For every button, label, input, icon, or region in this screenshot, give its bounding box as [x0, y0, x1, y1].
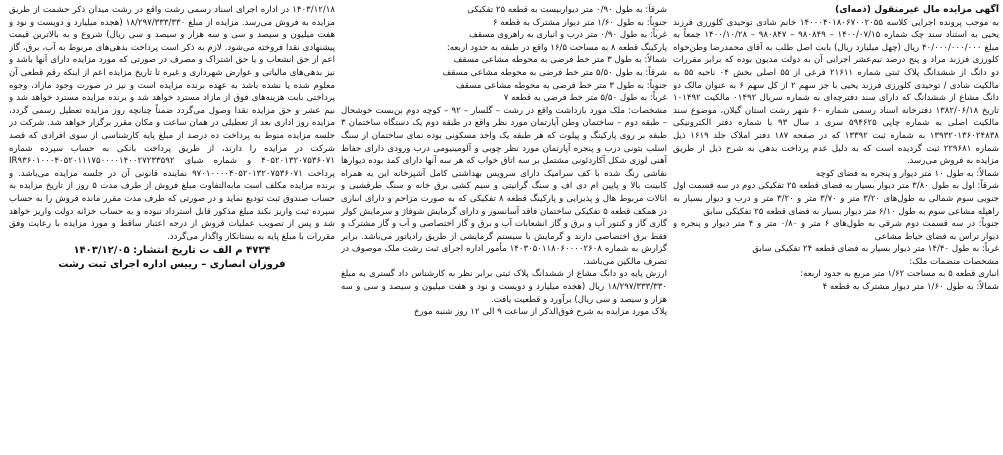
paragraph: شمالاً: به طول ۱۰ متر دیوار و پنجره به فضای کوچه: [815, 168, 999, 179]
notice-footer: [9, 244, 335, 272]
paragraph: غرباً: به طول ۱۴/۴۰ متر دیوار بسیار به فضای قطعه ۲۴ تفکیکی سابق: [752, 244, 999, 255]
column-1: [673, 4, 999, 447]
paragraph: شرقاً: به طول ۵/۵۰ متر خط فرضی به محوطه مشاعی مسقف: [442, 67, 667, 78]
paragraph: پلاک مورد مزایده به شرح فوق‌الذکر از ساعت ۹ الی ۱۲ روز شنبه مورخ: [413, 307, 667, 318]
paragraph: جنوباً: به طول ۳ متر خط فرضی به محوطه مشاعی مسقف: [455, 80, 667, 91]
auction-notice: [4, 4, 999, 447]
paragraph: غرباً: به طول ۵/۵۰ متر خط فرضی به قطعه ۷: [503, 93, 667, 104]
paragraph: ارزش پایه دو دانگ مشاع از ششدانگ پلاک ثبتی برابر نظر به کارشناس داد گستری به مبلغ ۱۸/۲۹۷/۳۳۳/۳۳۰ ریال (هجده میلیارد و دویست و نود و هفت میلیون و سیصد و سی و سه هزار و سیصد و سی ریال) برآورد و قطعیت یافت.: [341, 269, 667, 305]
paragraph: غرباً: به طول ۰/۹۰ متر درب و انباری به راهروی مسقف: [469, 30, 667, 41]
publication-info: ۴۷۳۴ م الف ت تاریخ انتشار: ۱۴۰۳/۱۲/۰۵: [73, 245, 271, 257]
column-2: [341, 4, 667, 447]
column-3: [9, 4, 335, 447]
paragraph: جنوباً: به طول ۱/۶۰ متر دیوار مشترک به قطعه ۶: [492, 17, 667, 28]
signatory: فروزان انصاری – رییس اداره اجرای ثبت رشت: [58, 259, 286, 271]
paragraph: پارکینگ قطعه ۸ به مساحت ۱۶/۵ واقع در طبقه به حدود اربعه:: [446, 42, 667, 53]
paragraph: به موجب پرونده اجرایی کلاسه ۱۴۰۰۰۴۰۱۸۰۶۷۰۰۲۰۵۵ خانم شادی توحیدی کلورزی فرزند یحیی به استناد سند چک شماره ۱۴۰۰/۰۷/۱۵ – ۹۸۰۸۴۹ – ۹۸۰۸۴۷ – ۱۴۰۰/۱۰/۲۸ جمعاً به مبلغ ۴۰/۰۰۰/۰۰۰/۰۰۰ ریال (چهل میلیارد ریال) بابت اصل طلب به آقای محمدرضا وطن‌خواه کلورزی فرزند مراد و پنج درصد نیم‌عشر اجرایی آن به دولت مدیون بوده که برابر مقررات دو دانگ از ششدانگ پلاک ثبتی شماره ۲۱۶۱۱ فرعی از ۵۵ اصلی بخش ۰۴ ناحیه ۵۵ به مالکیت شادی / توحیدی کلورزی فرزند یحیی با جز سهم ۲ از کل سهم ۶ به عنوان مالک دو دانگ مشاع از ششدانگ که دارای سند دفترچه‌ای به شماره سریال ۰۱۴۹۲ مالکیت ۱۰۱۴۹۲ تاریخ ۱۳۸۲/۰۶/۱۸ دفترخانه اسناد رسمی شماره ۶۰ شهر رشت استان گیلان، موضوع سند مالکیت اصلی به شماره چاپی ۵۹۴۶۲۵ سری د سال ۹۳ با شماره دفتر الکترونیکی ۱۳۹۳۲۰۱۳۶۰۲۴۸۳۸ به شماره ثبت ۱۳۳۹۲ که در صفحه ۱۸۷ دفتر املاک جلد ۱۶۱۹ ذیل شماره ۲۲۹۶۸۱ ثبت گردیده است که به دلیل عدم پرداخت بدهی به شرح ذیل از طریق مزایده به فروش می‌رسد.: [673, 17, 999, 167]
paragraph: انباری قطعه ۵ به مساحت ۱/۶۲ متر مربع به حدود اربعه:: [800, 269, 999, 280]
paragraph: شمالاً: به طول ۱/۶۰ متر دیوار مشترک به قطعه ۴: [822, 282, 999, 293]
paragraph: شرقاً: به طول ۰/۹۰ متر دیواربیست به قطعه ۲۵ تفکیکی: [467, 5, 667, 15]
notice-title: آگهی مزایده مال غیرمنقول (ذمه‌ای): [835, 4, 999, 15]
paragraph: جنوباً: در سه قسمت دوم شرقی به طول‌های ۶ متر و ۰/۸۰ متر و ۴ متر دیوار و پنجره و دیوار تراس به فضای حیاط مشاعی: [673, 219, 999, 242]
paragraph: شرقاً: اول به طول ۳/۸۰ متر دیوار بسیار به فضای قطعه ۲۵ تفکیکی دوم در سه قسمت اول جنوبی سوم شمالی به طول‌های ۳/۲۰ متر و ۳/۷۰ متر و ۳/۲۰ متر و درب و دیوار بسیار به راهپله مشاعی سوم به طول ۶/۱۰ متر دیوار بسیار به فضای قطعه ۲۵ تفکیکی سابق: [673, 181, 999, 217]
paragraph: مشخصات: ملک مورد بازداشت واقع در رشت – گلسار – ۹۲ – کوچه دوم بن‌بست خوشحال – طبقه دوم – ساختمان وطن آپارتمان مورد نظر واقع در طبقه دوم یک دستگاه ساختمان ۳ طبقه بر روی پارکینگ و پیلوت که هر طبقه یک واحد مسکونی بوده نمای ساختمان از سنگ اسلب بتونی درب و پنجره آپارتمان مورد نظر چوبی و آلومینیومی درب ورودی دارای حفاظ آهنی لوزی شکل آکاردئونی مشتمل بر سه اتاق خواب که هر سه آنها دارای کمد بوده دیوارها نقاشی رنگ شده با کف سرامیک دارای سرویس بهداشتی کامل آشپزخانه این به همراه کابینت بالا و پایین ام دی اف و سنگ گرانیتی و سیم کشی برق خانه و سنگ طرقشبی و اتالات مربوط هال و پذیرایی و پارکینگ قطعه ۸ تفکیکی که به صورت مزاحم و دارای انباری در همکف قطعه ۵ تفکیکی ساختمان فاقد آسانسور و دارای گرمایش شوفاژ و سرمایش کولر گازی گاز و کنتور آب و برق و گاز انشعابات آب و برق و گاز اختصاصی و آب و گاز مشترک و فقط برق اختصاصی دارند و گرمایش با سیستم گرمایشی از طریق رادیاتور می‌باشد. برابر گزارش به شماره ۱۴۰۳۰۵۰۱۱۸۰۶۰۰۰۰۲۶۰۸ مأمور اداره اجرای ثبت رشت ملک موصوف در تصرف مالکین می‌باشد.: [341, 105, 667, 267]
paragraph: شمالاً: به طول ۳ متر خط فرضی به محوطه مشاعی مسقف: [453, 55, 667, 66]
paragraph: ۱۴۰۳/۱۲/۱۸ در اداره اجرای اسناد رسمی رشت واقع در رشت میدان ذکر حشمت از طریق مزایده به فروش می‌رسد. مزایده از مبلغ ۱۸/۲۹۷/۳۳۳/۳۳۰ (هجده میلیارد و دویست و نود و هفت میلیون و سیصد و سی و سه هزار و سیصد و سی ریال) شروع و به بالاترین قیمت پیشنهادی نقدا فروخته می‌شود. لازم به ذکر است پرداخت بدهی‌های مربوط به آب، برق، گاز اعم از حق انشعاب و یا حق اشتراک و مصرف در صورتی که مورد مزایده دارای آنها باشد و نیز بدهی‌های مالیاتی و عوارض شهرداری و غیره تا تاریخ مزایده اعم از اینکه رقم قطعی آن معلوم شده یا نشده باشد به عهده برنده مزایده است و نیز در صورت وجود مازاد، وجوه پرداختی بابت هزینه‌های فوق از مازاد مسترد خواهد شد و برنده مزایده مسترد خواهد شد و نیم عشر و حق مزایده نقدا وصول می‌گردد ضمناً چنانچه روز مزایده تعطیل رسمی گردد، مزایده روز اداری بعد از تعطیلی در همان ساعت و مکان مقرر برگزار خواهد شد. شرکت در جلسه مزایده منوط به پرداخت ده درصد از مبلغ پایه کارشناسی از سوی افرادی که قصد شرکت در مزایده را دارند، از طریق پرداخت بانکی به حساب سپرده شماره ۴۰۵۲۰۱۳۲۰۷۵۳۶۰۷۱ و شماره شبای IR۹۳۶۰۱۰۰۰۴۰۵۲۰۱۱۱۷۵۰۰۰۰۱۴۰۰۲۷۲۳۳۵۹۲ پرداخت ۹۷۰۱۰۰۰۰۴۰۵۲۰۱۳۲۰۷۵۳۶۰۷۱ نماینده قانونی آن در جلسه مزایده می‌باشد. و برنده مزایده مکلف است مابه‌التفاوت مبلغ فروش از طرف مدت ۵ روز از تاریخ مزایده به حساب صندوق ثبت تودیع نماید و در صورتی که طرف مدت مقرر مانده فروش را به حساب سپرده ثبت واریز نکند مبلغ مذکور قابل استرداد نبوده و به حساب خزانه دولت واریز خواهد شد و پس از تصویب عملیات فروش از درجه اعتبار ساقط و مورد مزایده با رعایت وفق مقررات با مبلغ پایه به بستانکار واگذار می‌گردد.: [9, 5, 335, 242]
paragraph: مشخصات منضمات ملک:: [909, 256, 999, 267]
